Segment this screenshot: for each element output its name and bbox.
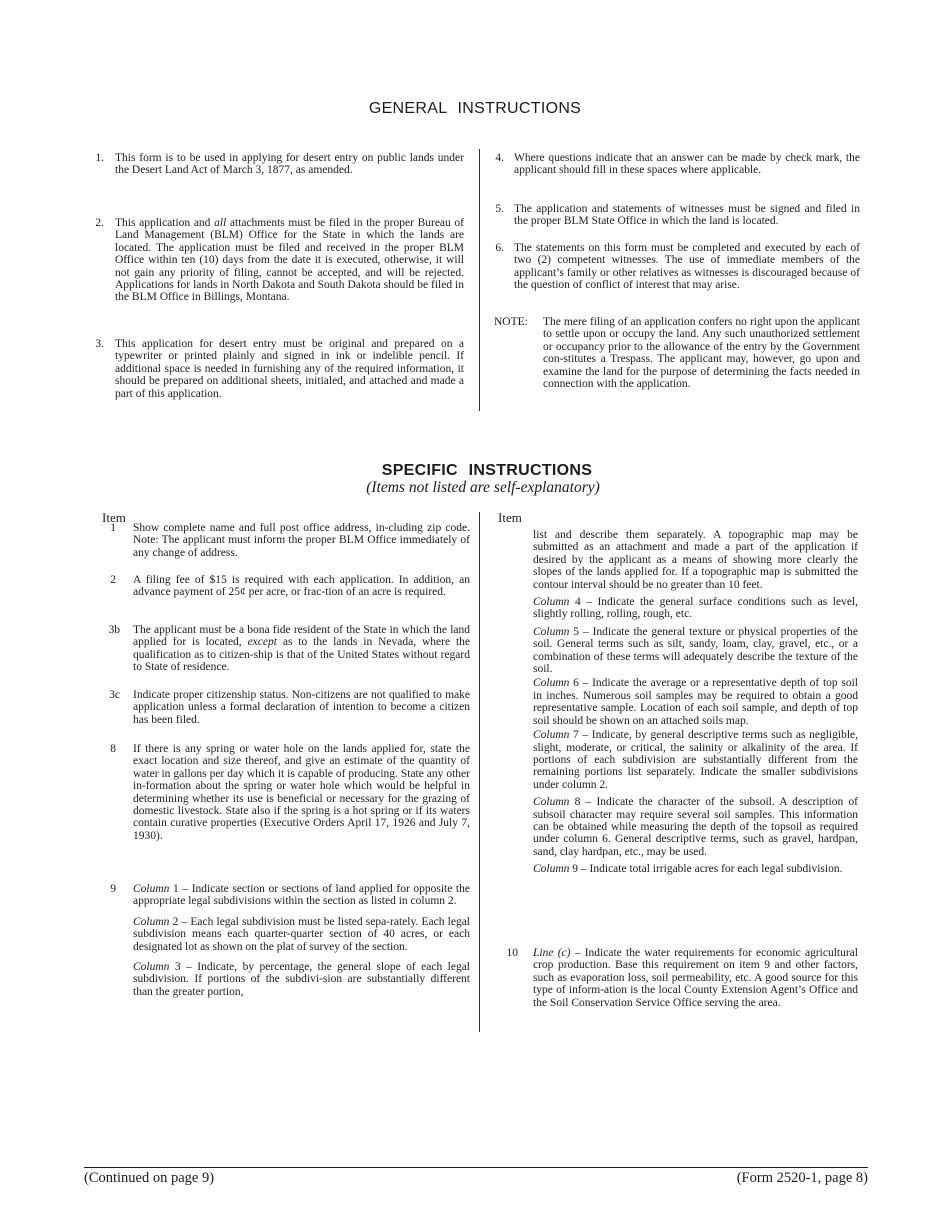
specific-item-9-continued [533,529,858,876]
item-header-left: Item [102,510,126,525]
specific-instructions-title: SPECIFIC INSTRUCTIONS [381,462,593,479]
general-item-number: 5. [495,203,504,215]
general-item-4: Where questions indicate that an answer can be made by check mark, the applicant should fill in these spaces where applicable. [514,152,860,177]
column-7-instruction: Column 7 – Indicate, by general descriptive terms such as negligible, slight, moderate, or critical, the salinity or alkalinity of the area. If portions of each subdivision are substantially different from the remaining portions list separately. Indicate the smaller subdivisions under column 2. [533,729,858,791]
column-1-instruction: Column 1 – Indicate section or sections of land applied for opposite the appropriate legal subdivisions within the section as listed in column 2. [133,883,470,908]
column-8-instruction: Column 8 – Indicate the character of the subsoil. A description of subsoil character may require several soil samples. This information can be obtained while measuring the depth of the topsoil as required under column 6. General descriptive terms, such as gravel, hardpan, sand, clay hardpan, etc., may be used. [533,796,858,858]
note-text: The mere filing of an application confers no right upon the applicant to settle upon or occupy the land. Any such unauthorized settlement or occupancy prior to the allowance of the entry by the Government con-stitutes a Trespass. The applicant may, however, go upon and examine the land for the purpose of determining the facts needed in connection with the application. [543,316,860,391]
specific-item-number: 1 [110,522,116,534]
general-item-number: 4. [495,152,504,164]
specific-item-number: 9 [110,883,116,895]
general-item-number: 1. [95,152,104,164]
column-9-instruction: Column 9 – Indicate total irrigable acres for each legal subdivision. [533,863,843,876]
column-2-instruction: Column 2 – Each legal subdivision must be listed sepa-rately. Each legal subdivision means each quarter-quarter section of 40 acres, or each designated lot as shown on the plat of survey of the section. [133,915,470,953]
general-item-3: This application for desert entry must be original and prepared on a typewriter or printed plainly and signed in ink or indelible pencil. If additional space is needed in furnishing any of the required information, it should be prepared on additional sheets, initialed, and attached and made a part of this application. [115,338,464,400]
specific-item-9 [133,883,470,998]
specific-item-3b: The applicant must be a bona fide resident of the State in which the land applied for is located, except as to the lands in Nevada, where the qualification as to citizen-ship is that of the United States without regard to State of residence. [133,624,470,674]
specific-instructions-subtitle: (Items not listed are self-explanatory) [366,479,600,496]
general-instructions-title: GENERAL INSTRUCTIONS [368,100,582,117]
general-item-5: The application and statements of witnesses must be signed and filed in the proper BLM State Office in which the land is located. [514,203,860,228]
column-3-continued: list and describe them separately. A topographic map may be submitted as an attachment and made a part of the application if desired by the applicant as a means of showing more clearly the slopes of the lands applied for. If a topographic map is submitted the contour interval should be no greater than 10 feet. [533,529,858,591]
column-5-instruction: Column 5 – Indicate the general texture or physical properties of the soil. General terms such as silt, sandy, loam, clay, gravel, etc., or a combination of these terms will adequately describe the texture of the soil. [533,625,858,676]
specific-item-1: Show complete name and full post office address, in-cluding zip code. Note: The applicant must inform the proper BLM Office immediately of any change of address. [133,522,470,559]
general-item-6: The statements on this form must be completed and executed by each of two (2) competent witnesses. The use of immediate members of the applicant’s family or other relatives as witnesses is discouraged because of the question of conflict of interest that may arise. [514,242,860,292]
column-4-instruction: Column 4 – Indicate the general surface conditions such as level, slightly rolling, rolling, rough, etc. [533,596,858,621]
note-label: NOTE: [494,316,528,328]
column-3-instruction: Column 3 – Indicate, by percentage, the general slope of each legal subdivision. If portions of the subdivi-sion are substantially different than the greater portion, [133,961,470,998]
column-6-instruction: Column 6 – Indicate the average or a representative depth of top soil in inches. Numerous soil samples may be required to obtain a good representative sample. Location of each soil sample, and depth of top soil should be shown on an attached soils map. [533,677,858,727]
specific-item-2: A filing fee of $15 is required with each application. In addition, an advance payment of 25¢ per acre, or frac-tion of an acre is required. [133,574,470,599]
column-divider [479,149,480,411]
specific-item-number: 2 [110,574,116,586]
general-item-number: 6. [495,242,504,254]
specific-item-3c: Indicate proper citizenship status. Non-citizens are not qualified to make application unless a formal declaration of intention to become a citizen has been filed. [133,689,470,726]
continued-note: (Continued on page 9) [84,1170,215,1186]
column-divider [479,512,480,1032]
specific-item-number: 8 [110,743,116,755]
general-item-2: This application and all attachments must be filed in the proper Bureau of Land Management (BLM) Office for the State in which the lands are located. The application must be filed and received in the proper BLM Office within ten (10) days from the date it is executed, otherwise, it will not gain any priority of filing, cannot be accepted, and will be rejected. Applications for lands in North Dakota and South Dakota should be filed in the BLM Office in Billings, Montana. [115,217,464,304]
specific-item-number: 10 [506,947,518,959]
general-item-number: 3. [95,338,104,350]
general-item-1: This form is to be used in applying for desert entry on public lands under the Desert Land Act of March 3, 1877, as amended. [115,152,464,177]
form-page-label: (Form 2520-1, page 8) [736,1170,868,1186]
specific-item-10: Line (c) – Indicate the water requirements for economic agricultural crop production. Base this requirement on item 9 and other factors, such as evaporation loss, soil permeability, etc. A good source for this type of inform-ation is the local County Extension Agent’s Office and the Soil Conservation Service Office serving the area. [533,947,858,1009]
specific-item-number: 3c [109,689,120,701]
general-item-number: 2. [95,217,104,229]
footer-rule [84,1167,868,1168]
specific-item-number: 3b [108,624,120,636]
specific-item-8: If there is any spring or water hole on the lands applied for, state the exact location and size thereof, and give an estimate of the quantity of water in gallons per day which it is capable of producing. State any other in-formation about the spring or water hole which would be helpful in determining whether its use is beneficial or necessary for the grazing of domestic livestock. State also if the spring is a hot spring or if its waters contain curative properties (Executive Orders April 17, 1926 and July 7, 1930). [133,743,470,842]
item-header-right: Item [498,510,522,525]
